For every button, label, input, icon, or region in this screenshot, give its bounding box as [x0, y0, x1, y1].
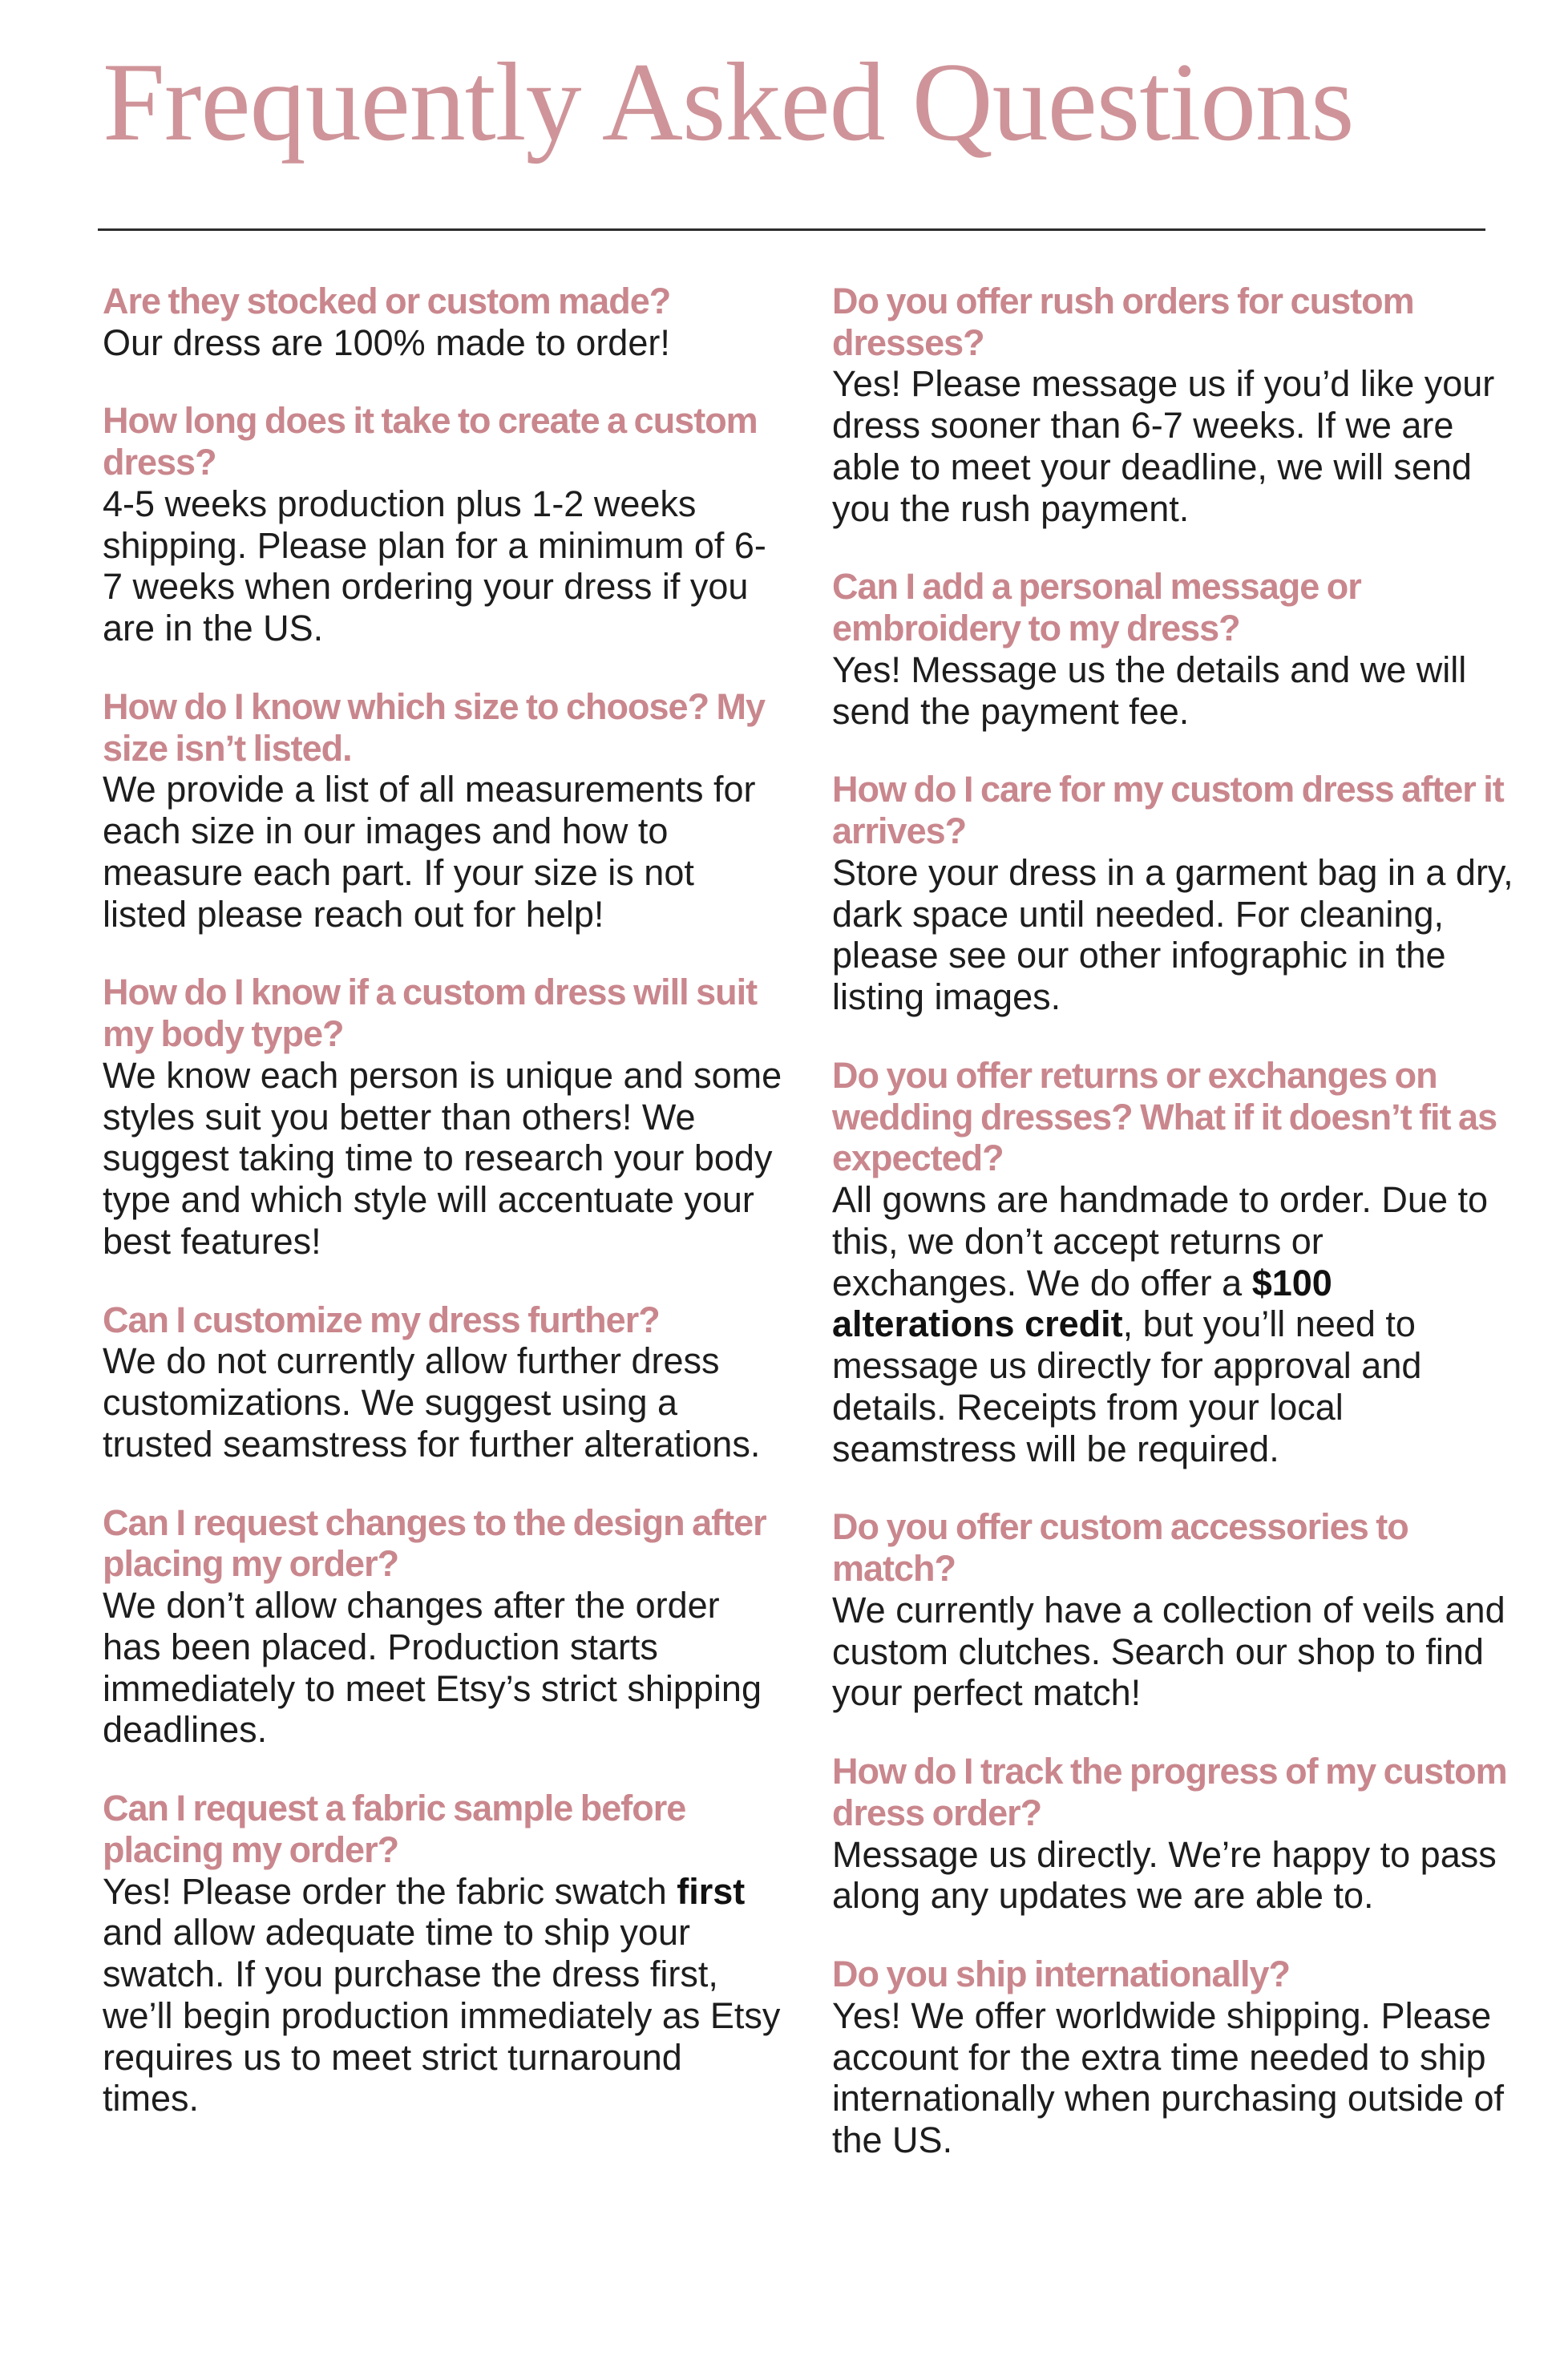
faq-answer-bold: first [677, 1870, 746, 1912]
faq-item [832, 1055, 1515, 1470]
title-divider [98, 228, 1485, 231]
faq-question: Are they stocked or custom made? [103, 280, 671, 321]
faq-question: How do I know which size to choose? My size isn’t listed. [103, 685, 766, 769]
faq-item [103, 1299, 786, 1465]
faq-answer: We currently have a collection of veils and custom clutches. Search our shop to find your perfect match! [832, 1589, 1505, 1714]
faq-question: How do I care for my custom dress after it arrives? [832, 769, 1504, 852]
faq-question: Do you offer custom accessories to match? [832, 1506, 1408, 1590]
faq-item [103, 281, 786, 364]
faq-answer [103, 1871, 786, 2120]
faq-column-right [832, 281, 1515, 2161]
faq-item [103, 686, 786, 935]
faq-answer: Message us directly. We’re happy to pass along any updates we are able to. [832, 1833, 1497, 1917]
faq-answer: Our dress are 100% made to order! [103, 321, 670, 363]
faq-item [832, 566, 1515, 732]
faq-answer: We provide a list of all measurements for each size in our images and how to measure each part. If your size is not listed please reach out for help! [103, 769, 756, 935]
faq-question: How long does it take to create a custom dress? [103, 400, 758, 483]
faq-item [832, 1954, 1515, 2161]
faq-question: How do I know if a custom dress will suit my body type? [103, 972, 758, 1055]
faq-question: Do you ship internationally? [832, 1954, 1291, 1995]
faq-answer-bold: $100 alterations credit [832, 1262, 1332, 1345]
faq-answer [832, 1179, 1515, 1469]
faq-answer: Yes! We offer worldwide shipping. Please account for the extra time needed to ship internationally when purchasing outside of the US. [832, 1994, 1505, 2161]
faq-item [103, 1788, 786, 2119]
faq-question: Do you offer returns or exchanges on wedding dresses? What if it doesn’t fit as expected? [832, 1054, 1497, 1179]
faq-answer: Store your dress in a garment bag in a dry, dark space until needed. For cleaning, please see our other infographic in the listing images. [832, 851, 1514, 1018]
faq-answer-segment: Yes! Please order the fabric swatch [103, 1870, 677, 1912]
faq-columns [103, 281, 1560, 2161]
faq-answer: We don’t allow changes after the order has been placed. Production starts immediately to meet Etsy’s strict shipping deadlines. [103, 1585, 762, 1751]
faq-answer: We know each person is unique and some styles suit you better than others! We suggest taking time to research your body type and which style will accentuate your best features! [103, 1054, 782, 1262]
faq-answer: We do not currently allow further dress customizations. We suggest using a trusted seamstress for further alterations. [103, 1340, 761, 1465]
faq-question: How do I track the progress of my custom dress order? [832, 1751, 1507, 1833]
faq-question: Can I request a fabric sample before placing my order? [103, 1788, 686, 1870]
faq-question: Can I customize my dress further? [103, 1299, 660, 1340]
page-title: Frequently Asked Questions [103, 40, 1354, 164]
faq-column-left [103, 281, 786, 2161]
faq-answer-segment: and allow adequate time to ship your swatch. If you purchase the dress first, we’ll begin production immediately as Etsy requires us to meet strict turnaround times. [103, 1912, 781, 2119]
faq-item [832, 1506, 1515, 1714]
faq-item [103, 1502, 786, 1752]
faq-item [832, 1751, 1515, 1917]
faq-answer: Yes! Please message us if you’d like your dress sooner than 6-7 weeks. If we are able to meet your deadline, we will send you the rush payment. [832, 363, 1495, 529]
faq-question: Can I request changes to the design after placing my order? [103, 1501, 766, 1585]
faq-item [832, 769, 1515, 1018]
faq-answer: Yes! Message us the details and we will send the payment fee. [832, 649, 1467, 732]
faq-answer: 4-5 weeks production plus 1-2 weeks shipping. Please plan for a minimum of 6-7 weeks when ordering your dress if you are in the US. [103, 483, 766, 649]
faq-item [103, 972, 786, 1262]
faq-answer-segment: All gowns are handmade to order. Due to this, we don’t accept returns or exchanges. We do offer a [832, 1179, 1488, 1303]
faq-item [103, 400, 786, 649]
faq-question: Can I add a personal message or embroidery to my dress? [832, 566, 1361, 649]
faq-answer-segment: , but you’ll need to message us directly for approval and details. Receipts from your local seamstress will be required. [832, 1303, 1422, 1469]
faq-question: Do you offer rush orders for custom dresses? [832, 280, 1414, 363]
faq-item [832, 281, 1515, 530]
